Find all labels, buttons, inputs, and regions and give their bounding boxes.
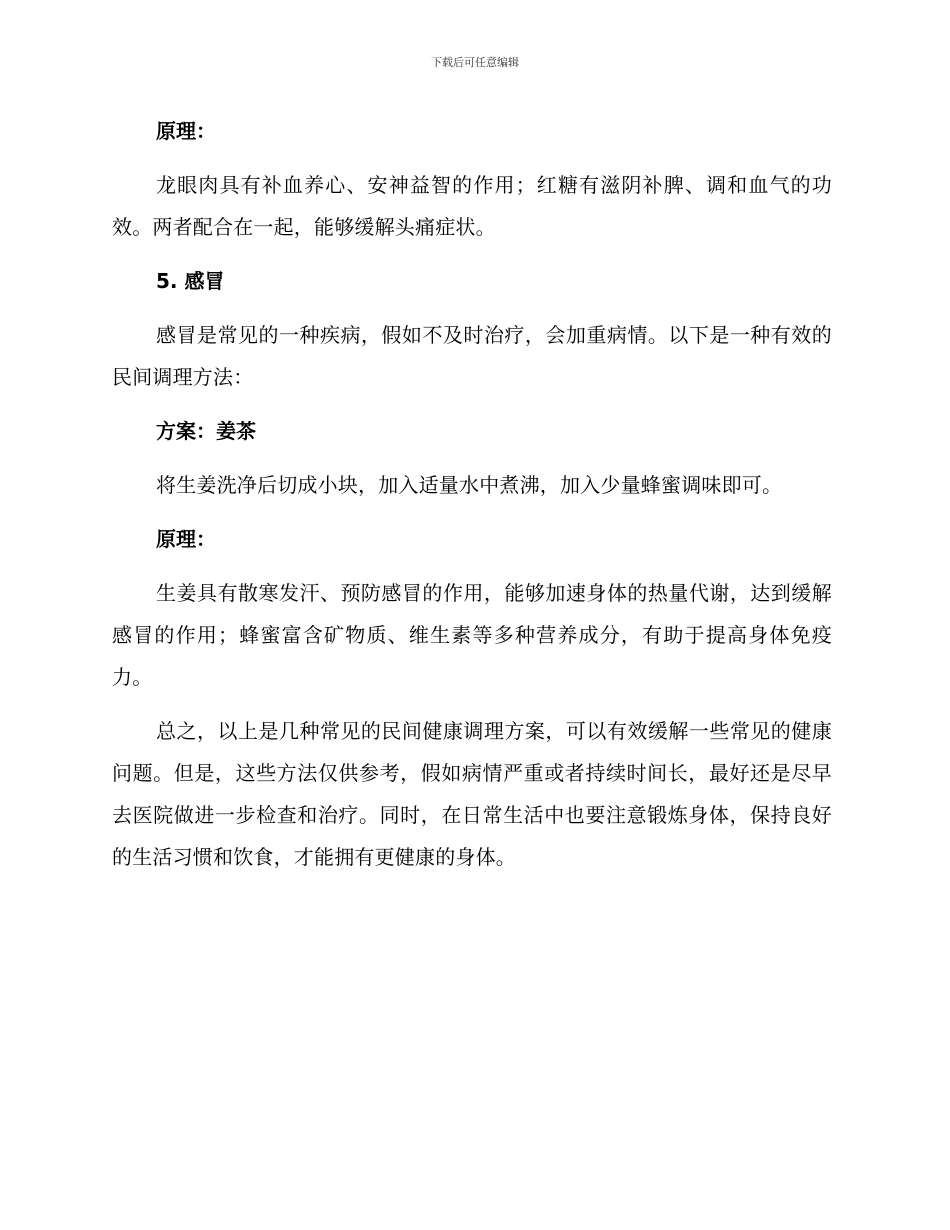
plan-heading: 方案：姜茶 <box>156 419 256 443</box>
principle-paragraph: 生姜具有散寒发汗、预防感冒的作用，能够加速身体的热量代谢，达到缓解感冒的作用；蜂蜜富含矿物质、维生素等多种营养成分，有助于提高身体免疫力。 <box>112 581 832 689</box>
conclusion-paragraph: 总之，以上是几种常见的民间健康调理方案，可以有效缓解一些常见的健康问题。但是，这些方法仅供参考，假如病情严重或者持续时间长，最好还是尽早去医院做进一步检查和治疗。同时，在日常生活中也要注意锻炼身体，保持良好的生活习惯和饮食，才能拥有更健康的身体。 <box>112 719 832 869</box>
section-intro-paragraph: 感冒是常见的一种疾病，假如不及时治疗，会加重病情。以下是一种有效的民间调理方法： <box>112 323 832 389</box>
document-body <box>112 110 832 890</box>
page-header: 下载后可任意编辑 <box>431 56 519 69</box>
plan-paragraph: 将生姜洗净后切成小块，加入适量水中煮沸，加入少量蜂蜜调味即可。 <box>156 473 783 497</box>
principle-paragraph: 龙眼肉具有补血养心、安神益智的作用；红糖有滋阴补脾、调和血气的功效。两者配合在一起，能够缓解头痛症状。 <box>112 173 832 239</box>
principle-heading: 原理： <box>156 119 216 143</box>
section-heading-cold: 5. 感冒 <box>156 269 225 293</box>
principle-heading: 原理： <box>156 527 216 551</box>
